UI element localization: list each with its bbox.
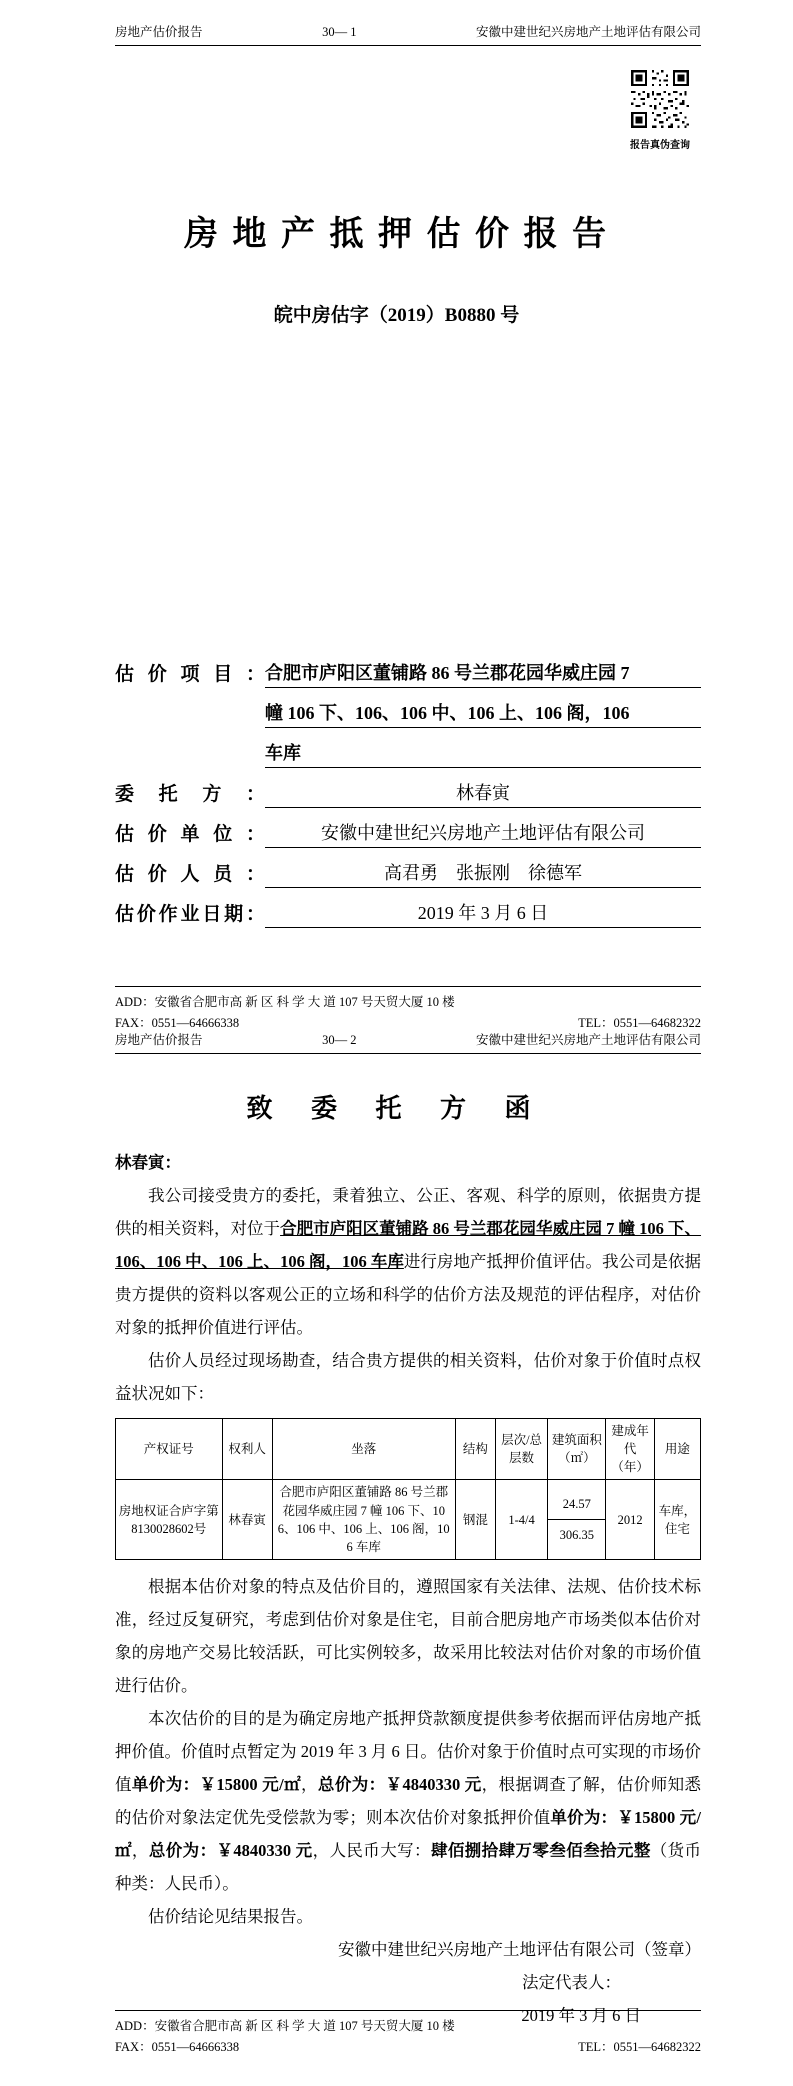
signature-date: 2019 年 3 月 6 日: [521, 2005, 641, 2025]
para4-seg10: （货币种类：人民币）。: [115, 1840, 702, 1893]
project-value-line3: 车库: [265, 739, 701, 768]
page1-footer: [115, 986, 701, 1031]
staff-label: 估价人员：: [115, 864, 265, 885]
cell-usage: 车库，住宅: [654, 1480, 700, 1560]
date-label: 估价作业日期：: [115, 904, 265, 925]
para4-total-price-2: 总价为：￥4840330 元: [148, 1840, 313, 1860]
table-header-row: [116, 1419, 701, 1480]
footer-address: ADD：安徽省合肥市高 新 区 科 学 大 道 107 号天贸大厦 10 楼: [115, 2019, 455, 2033]
conclusion-note: 估价结论见结果报告。: [148, 1906, 313, 1926]
cell-cert-no: 房地权证合庐字第8130028602号: [116, 1480, 223, 1560]
cell-year: 2012: [606, 1480, 654, 1560]
col-cert-no: 产权证号: [116, 1419, 223, 1480]
qr-code-icon: [631, 70, 689, 128]
cell-area-residence: 306.35: [559, 1528, 595, 1543]
table-row: [116, 1480, 701, 1560]
page1-header: [115, 22, 701, 46]
col-floor: 层次/总层数: [495, 1419, 547, 1480]
para4-total-price-1: 总价为：￥4840330 元: [317, 1774, 482, 1794]
date-value: 2019 年 3 月 6 日: [265, 899, 701, 928]
letter-body: [115, 1146, 702, 2025]
page2-header-company: 安徽中建世纪兴房地产土地评估有限公司: [475, 1033, 701, 1047]
para4-amount-in-words: 肆佰捌拾肆万零叁佰叁拾元整: [430, 1840, 651, 1860]
property-rights-table: [115, 1418, 701, 1560]
col-owner: 权利人: [222, 1419, 272, 1480]
footer-tel: TEL：0551—64682322: [578, 2040, 701, 2054]
staff-value: 高君勇 张振刚 徐德军: [265, 859, 701, 888]
signature-legal-rep: 法定代表人：: [522, 1972, 621, 1992]
col-structure: 结构: [455, 1419, 495, 1480]
cell-area-garage: 24.57: [548, 1489, 605, 1520]
cell-owner: 林春寅: [222, 1480, 272, 1560]
para4-unit-price-2: 单价为：￥15800 元/㎡: [115, 1807, 701, 1860]
para1-post: 进行房地产抵押价值评估。我公司是依据贵方提供的资料以客观公正的立场和科学的估价方法及规范的评估程序，对估价对象的抵押价值进行评估。: [115, 1252, 702, 1337]
para1-property-highlight: 合肥市庐阳区董铺路 86 号兰郡花园华威庄园 7 幢 106 下、106、106 中、106 上、106 阁，106 车库: [115, 1219, 702, 1271]
paragraph-2: 估价人员经过现场勘查，结合贵方提供的相关资料，估价对象于价值时点权益状况如下：: [115, 1351, 701, 1403]
footer-tel: TEL：0551—64682322: [578, 1016, 701, 1030]
form-row-client: [115, 768, 701, 808]
salutation: 林春寅：: [115, 1153, 181, 1172]
paragraph-3: 根据本估价对象的特点及估价目的，遵照国家有关法律、法规、估价技术标准，经过反复研究，考虑到估价对象是住宅，目前合肥房地产市场类似本估价对象的房地产交易比较活跃，可比实例较多，故采用比较法对估价对象的市场价值进行估价。: [115, 1576, 701, 1695]
para4-seg0: 本次估价的目的是为确定房地产抵押贷款额度提供参考依据而评估房地产抵押价值。价值时点暂定为 2019 年 3 月 6 日。估价对象于价值时点可实现的市场价值: [115, 1708, 701, 1794]
para4-seg4: ，根据调查了解，估价师知悉的估价对象法定优先受偿款为零；则本次估价对象抵押价值: [115, 1774, 702, 1827]
signature-company: 安徽中建世纪兴房地产土地评估有限公司（签章）: [338, 1939, 701, 1959]
agency-value: 安徽中建世纪兴房地产土地评估有限公司: [265, 819, 701, 848]
report-number: 皖中房估字（2019）B0880 号: [273, 305, 520, 326]
col-year: 建成年代（年）: [606, 1419, 654, 1480]
footer-fax: FAX：0551—64666338: [115, 2040, 240, 2054]
page2-footer: [115, 2010, 701, 2055]
paragraph-4: [115, 1702, 701, 1900]
cell-floor: 1-4/4: [495, 1480, 547, 1560]
page1-header-page-number: 30— 1: [322, 25, 357, 39]
cell-structure: 钢混: [455, 1480, 495, 1560]
paragraph-1: [115, 1179, 701, 1344]
page1-header-company: 安徽中建世纪兴房地产土地评估有限公司: [475, 25, 701, 39]
page2-header: [115, 1030, 701, 1054]
agency-label: 估价单位：: [115, 824, 265, 845]
cell-area: [548, 1480, 606, 1560]
cover-form: [115, 648, 701, 928]
form-row-project-cont2: [115, 728, 701, 768]
footer-fax: FAX：0551—64666338: [115, 1016, 240, 1030]
client-value: 林春寅: [265, 779, 701, 808]
qr-caption: 报告真伪查询: [630, 140, 690, 151]
page1-header-doc-title: 房地产估价报告: [115, 25, 203, 39]
project-value-line2: 幢 106 下、106、106 中、106 上、106 阁，106: [265, 699, 701, 728]
col-usage: 用途: [654, 1419, 700, 1480]
para1-pre: 我公司接受贵方的委托，秉着独立、公正、客观、科学的原则，依据贵方提供的相关资料，对位于: [115, 1186, 701, 1238]
col-area: 建筑面积（㎡）: [548, 1419, 606, 1480]
project-value-line1: 合肥市庐阳区董铺路 86 号兰郡花园华威庄园 7: [265, 659, 701, 688]
client-label: 委托方：: [115, 784, 265, 805]
project-label: 估价项目：: [115, 664, 265, 685]
letter-title: 致 委 托 方 函: [246, 1094, 547, 1123]
report-title: 房 地 产 抵 押 估 价 报 告: [184, 216, 609, 253]
para4-seg8: ，人民币大写：: [312, 1840, 431, 1860]
form-row-date: [115, 888, 701, 928]
cell-location: 合肥市庐阳区董铺路 86 号兰郡花园华威庄园 7 幢 106 下、106、106 中、106 上、106 阁，106 车库: [272, 1480, 455, 1560]
para4-seg2: ，: [301, 1774, 318, 1794]
page2-header-doc-title: 房地产估价报告: [115, 1033, 203, 1047]
form-row-project: [115, 648, 701, 688]
para4-unit-price-1: 单价为：￥15800 元/㎡: [131, 1774, 302, 1794]
para4-seg6: ，: [131, 1840, 149, 1860]
col-location: 坐落: [272, 1419, 455, 1480]
form-row-project-cont1: [115, 688, 701, 728]
qr-verification-block: [628, 70, 692, 151]
footer-address: ADD：安徽省合肥市高 新 区 科 学 大 道 107 号天贸大厦 10 楼: [115, 995, 455, 1009]
form-row-staff: [115, 848, 701, 888]
page2-header-page-number: 30— 2: [322, 1033, 357, 1047]
form-row-agency: [115, 808, 701, 848]
